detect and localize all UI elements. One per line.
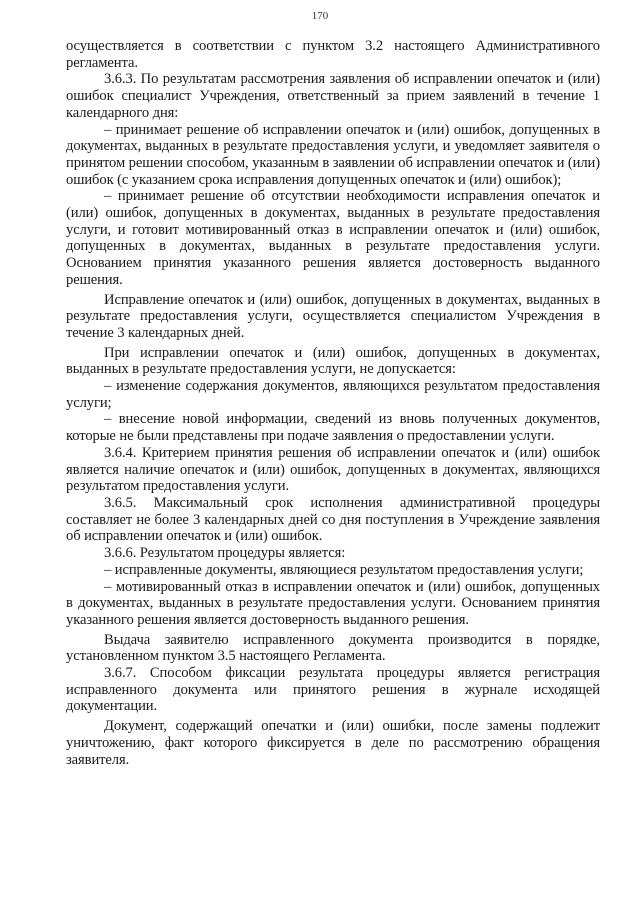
document-body <box>66 38 600 768</box>
list-item-new-information: – внесение новой информации, сведений из вновь полученных документов, которые не были представлены при подаче заявления о предоставлении услуги. <box>66 411 600 445</box>
paragraph-destruction: Документ, содержащий опечатки и (или) ошибки, после замены подлежит уничтожению, факт которого фиксируется в деле по рассмотрению обращения заявителя. <box>66 718 600 768</box>
list-item-content-change: – изменение содержания документов, являющихся результатом предоставления услуги; <box>66 378 600 411</box>
list-item-correction-decision: – принимает решение об исправлении опечаток и (или) ошибок, допущенных в документах, выданных в результате предоставления услуги, и уведомляет заявителя о принятом решении способом, указанным в заявлении об исправлении опечаток и (или) ошибок (с указанием срока исправления допущенных опечаток и (или) ошибок); <box>66 121 600 188</box>
list-item-motivated-refusal: – мотивированный отказ в исправлении опечаток и (или) ошибок, допущенных в документах, выданных в результате предоставления услуги. Основанием принятия указанного решения является достоверность выданного решения. <box>66 578 600 628</box>
list-item-corrected-documents: – исправленные документы, являющиеся результатом предоставления услуги; <box>104 561 584 578</box>
paragraph-3-6-4: 3.6.4. Критерием принятия решения об исправлении опечаток и (или) ошибок является наличие опечаток и (или) ошибок, допущенных в документах, являющихся результатом предоставления услуги. <box>66 444 600 495</box>
paragraph-3-6-3: 3.6.3. По результатам рассмотрения заявления об исправлении опечаток и (или) ошибок специалист Учреждения, ответственный за прием заявлений в течение 1 календарного дня: <box>66 71 600 121</box>
paragraph-3-6-5: 3.6.5. Максимальный срок исполнения административной процедуры составляет не более 3 календарных дней со дня поступления в Учреждение заявления об исправлении опечаток и (или) ошибок. <box>66 494 600 545</box>
paragraph-correction-term: Исправление опечаток и (или) ошибок, допущенных в документах, выданных в результате предоставления услуги, осуществляется специалистом Учреждения в течение 3 календарных дней. <box>66 291 600 341</box>
list-item-refusal-decision: – принимает решение об отсутствии необходимости исправления опечаток и (или) ошибок, допущенных в документах, выданных в результате предоставления услуги, и готовит мотивированный отказ в исправлении опечаток и (или) ошибок, допущенных в документах, выданных в результате предоставления услуги. Основанием принятия указанного решения является достоверность выданного решения. <box>66 188 600 288</box>
paragraph-not-allowed: При исправлении опечаток и (или) ошибок, допущенных в документах, выданных в результате предоставления услуги, не допускается: <box>66 344 600 378</box>
page-number: 170 <box>311 10 329 22</box>
paragraph-issuance: Выдача заявителю исправленного документа производится в порядке, установленном пунктом 3.5 настоящего Регламента. <box>66 631 600 665</box>
paragraph-3-6-7: 3.6.7. Способом фиксации результата процедуры является регистрация исправленного документа или принятого решения в журнале исходящей документации. <box>66 665 600 715</box>
paragraph-continuation: осуществляется в соответствии с пунктом 3.2 настоящего Административного регламента. <box>66 38 600 71</box>
paragraph-3-6-6: 3.6.6. Результатом процедуры является: <box>104 545 346 562</box>
